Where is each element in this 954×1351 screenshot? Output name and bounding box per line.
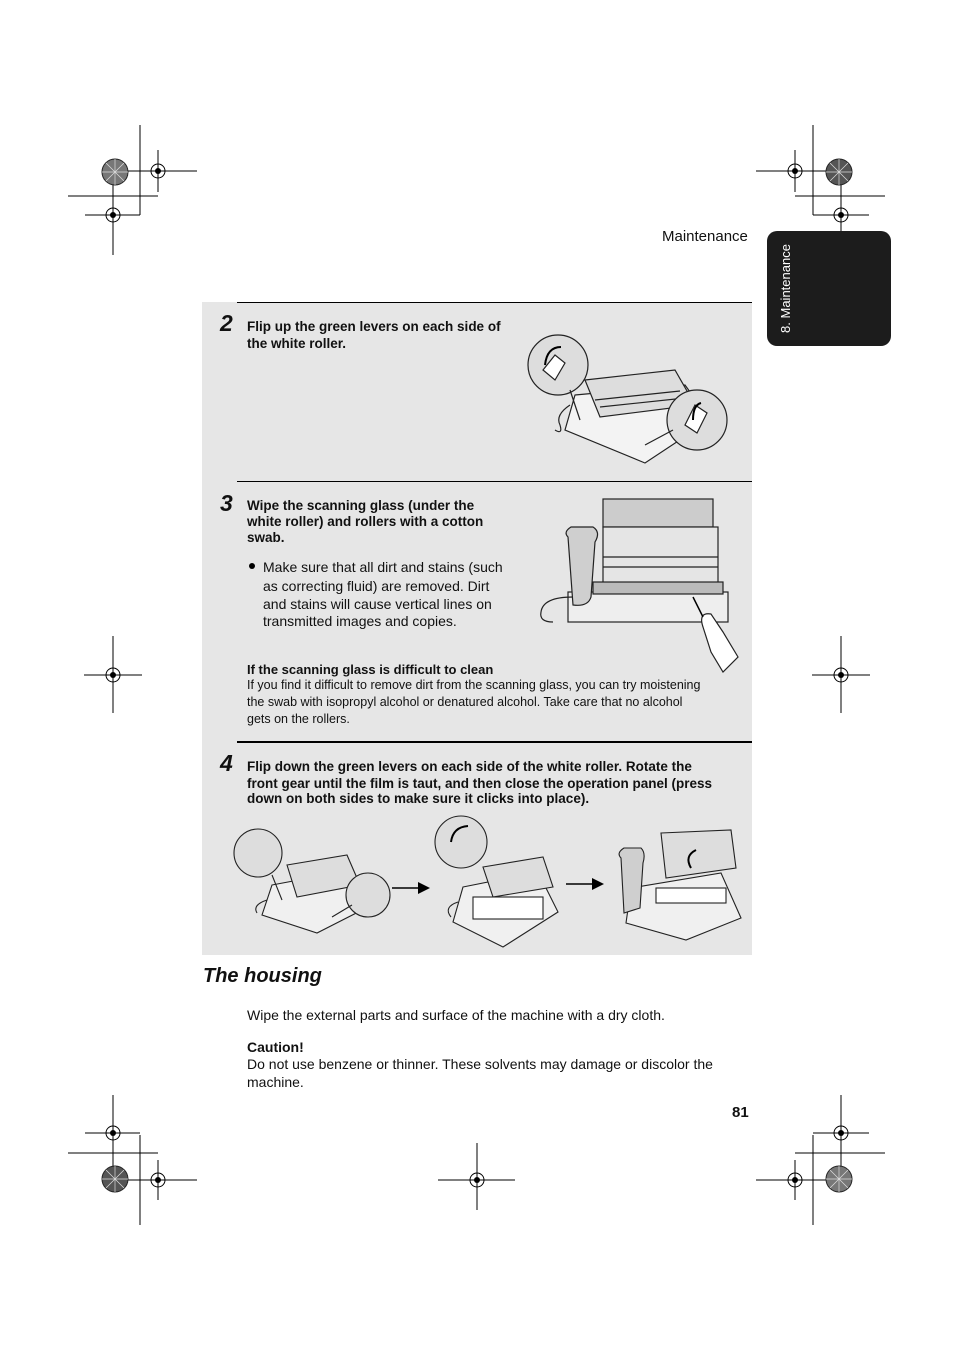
step-instruction-line: front gear until the film is taut, and then close the operation panel (press [247, 776, 713, 791]
housing-instruction: Wipe the external parts and surface of the machine with a dry cloth. [247, 1007, 665, 1023]
step-instruction-line: Wipe the scanning glass (under the [247, 498, 475, 513]
flip-levers-illustration [525, 325, 735, 465]
chapter-tab-label: 8. Maintenance [777, 244, 793, 333]
section-title: The housing [203, 965, 322, 987]
note-line: gets on the rollers. [247, 712, 350, 726]
caution-heading: Caution! [247, 1039, 304, 1055]
bullet-text-line: Make sure that all dirt and stains (such [263, 559, 503, 575]
caution-line: machine. [247, 1074, 304, 1090]
step-instruction-line: Flip down the green levers on each side of the white roller. Rotate the [247, 759, 692, 774]
divider [237, 302, 752, 303]
rotate-gear-illustration [433, 812, 563, 952]
arrow-icon [566, 878, 606, 890]
step-instruction-line: the white roller. [247, 336, 347, 351]
bullet-text-line: as correcting fluid) are removed. Dirt [263, 578, 490, 594]
note-heading: If the scanning glass is difficult to clean [247, 662, 494, 677]
step-number: 3 [220, 490, 233, 516]
page-number: 81 [732, 1104, 749, 1121]
bullet-text-line: and stains will cause vertical lines on [263, 596, 492, 612]
close-panel-illustration [606, 828, 746, 943]
note-line: the swab with isopropyl alcohol or denatured alcohol. Take care that no alcohol [247, 695, 683, 709]
chapter-tab [767, 231, 891, 346]
flip-down-levers-illustration [232, 825, 392, 935]
step-instruction-line: Flip up the green levers on each side of [247, 319, 501, 334]
bullet-text-line: transmitted images and copies. [263, 613, 457, 629]
arrow-icon [392, 882, 432, 894]
step-instruction-line: swab. [247, 530, 285, 545]
step-number: 4 [220, 750, 233, 776]
step-instruction-line: down on both sides to make sure it clicks into place). [247, 791, 590, 806]
step-instruction-line: white roller) and rollers with a cotton [247, 514, 484, 529]
running-header: Maintenance [662, 228, 748, 245]
step-number: 2 [220, 310, 233, 336]
divider [237, 481, 752, 482]
note-line: If you find it difficult to remove dirt from the scanning glass, you can try moistening [247, 678, 701, 692]
bullet [249, 563, 255, 569]
divider [237, 741, 752, 743]
wipe-scanning-glass-illustration [533, 497, 743, 677]
caution-line: Do not use benzene or thinner. These solvents may damage or discolor the [247, 1056, 713, 1072]
